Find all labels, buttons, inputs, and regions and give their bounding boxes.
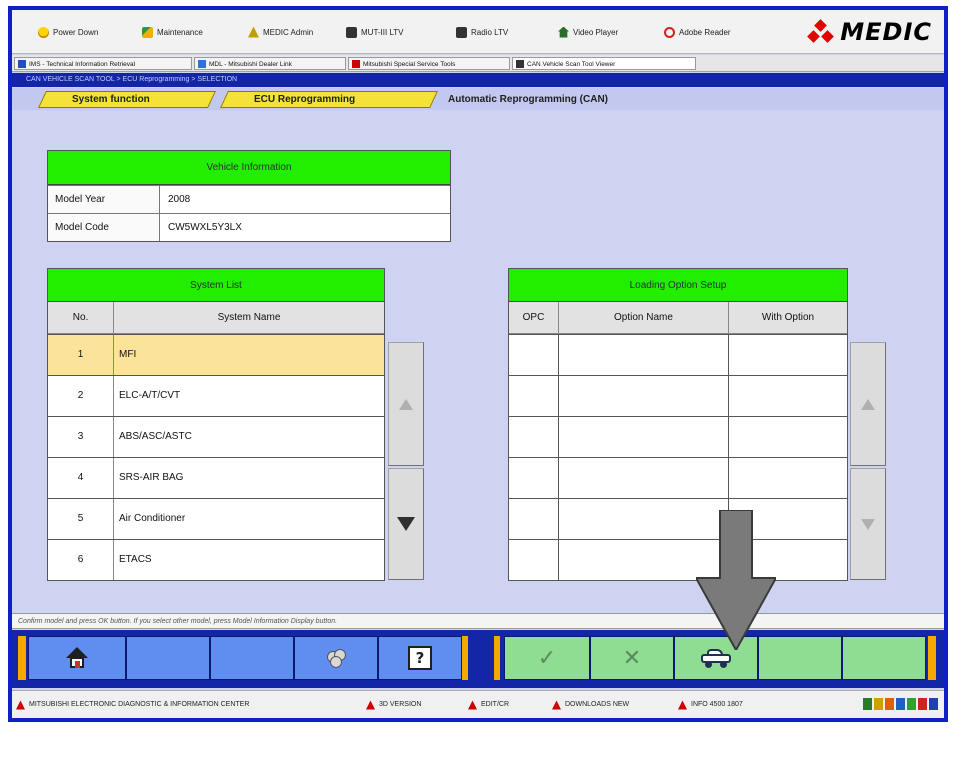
reference-button[interactable] xyxy=(294,636,378,680)
bulb-icon xyxy=(38,27,49,38)
row-no: 2 xyxy=(48,376,114,416)
model-code-row xyxy=(48,213,450,241)
tray-flag-icon[interactable] xyxy=(929,698,938,710)
video-player-button[interactable] xyxy=(558,24,618,40)
table-row[interactable] xyxy=(48,457,384,498)
home-button[interactable] xyxy=(28,636,126,680)
vehicle-info-panel xyxy=(47,150,451,242)
table-row[interactable] xyxy=(509,334,847,375)
col-with-option-header: With Option xyxy=(761,312,815,323)
table-row[interactable] xyxy=(509,416,847,457)
option-scroll-up-button[interactable] xyxy=(850,342,886,466)
blank-button-4[interactable] xyxy=(842,636,926,680)
mut-icon xyxy=(456,27,467,38)
row-no: 5 xyxy=(48,499,114,539)
mitsubishi-icon xyxy=(468,701,477,710)
row-system-name: ELC-A/T/CVT xyxy=(119,390,181,401)
tab-ims-label: IMS - Technical Information Retrieval xyxy=(29,61,136,68)
mitsubishi-icon xyxy=(678,701,687,710)
taskbar-item-3d-version[interactable] xyxy=(366,699,421,711)
taskbar-item-label: DOWNLOADS NEW xyxy=(565,701,630,708)
table-row[interactable] xyxy=(48,416,384,457)
crumb-current: Automatic Reprogramming (CAN) xyxy=(448,94,609,105)
video-player-label: Video Player xyxy=(573,27,619,37)
bottom-button-bar xyxy=(12,630,944,688)
path-bar: CAN VEHICLE SCAN TOOL > ECU Reprogramming > SELECTION xyxy=(12,73,944,87)
tab-mdl-label: MDL - Mitsubishi Dealer Link xyxy=(209,61,292,68)
mitsubishi-icon xyxy=(366,701,375,710)
logo-text: MEDIC xyxy=(840,18,932,46)
taskbar xyxy=(12,690,944,718)
tray-update-icon[interactable] xyxy=(885,698,894,710)
help-button[interactable] xyxy=(378,636,462,680)
ok-button[interactable] xyxy=(504,636,590,680)
adobe-reader-button[interactable] xyxy=(664,24,731,40)
col-option-name-header: Option Name xyxy=(559,302,729,333)
radio-ltv-label: Radio LTV xyxy=(471,27,509,37)
row-no: 3 xyxy=(48,417,114,457)
tray-network-icon[interactable] xyxy=(863,698,872,710)
system-list-scroll-down-button[interactable] xyxy=(388,468,424,580)
table-row[interactable] xyxy=(48,334,384,375)
vehicle-info-title: Vehicle Information xyxy=(48,151,450,185)
status-message: Confirm model and press OK button. If you select other model, press Model Information Display button. xyxy=(12,613,944,629)
book-icon xyxy=(325,647,347,669)
row-no: 4 xyxy=(48,458,114,498)
mitsubishi-logo-icon xyxy=(808,21,834,43)
model-code-value: CW5WXL5Y3LX xyxy=(168,222,242,233)
model-year-row xyxy=(48,185,450,213)
mitsubishi-icon xyxy=(16,701,25,710)
mdl-icon xyxy=(198,60,206,68)
blank-button-1[interactable] xyxy=(126,636,210,680)
col-opc-header: OPC xyxy=(509,302,559,333)
taskbar-item-label: EDIT/CR xyxy=(481,701,509,708)
table-row[interactable] xyxy=(509,498,847,539)
bar-divider-left xyxy=(462,636,468,680)
power-down-label: Power Down xyxy=(53,27,99,37)
arrow-down-icon xyxy=(397,517,415,531)
model-year-label: Model Year xyxy=(48,186,160,213)
system-tray xyxy=(863,698,938,710)
adobe-reader-label: Adobe Reader xyxy=(679,27,731,37)
row-system-name: Air Conditioner xyxy=(119,513,186,524)
medic-icon xyxy=(248,27,259,38)
tab-special-tools-label: Mitsubishi Special Service Tools xyxy=(363,61,456,68)
row-no: 1 xyxy=(48,335,114,375)
loading-option-header xyxy=(509,302,847,334)
bar-edge-left xyxy=(18,636,26,680)
taskbar-item-info[interactable] xyxy=(678,699,743,711)
mitsubishi-icon xyxy=(352,60,360,68)
model-code-label: Model Code xyxy=(48,214,160,241)
crumb-ecu-reprogramming[interactable]: ECU Reprogramming xyxy=(254,94,356,105)
tab-can-scan-tool-label: CAN Vehicle Scan Tool Viewer xyxy=(527,61,616,68)
tray-status-icon[interactable] xyxy=(907,698,916,710)
row-system-name: ETACS xyxy=(119,554,152,565)
col-system-name-header: System Name xyxy=(217,312,281,323)
bar-edge-right xyxy=(928,636,936,680)
help-icon: ? xyxy=(408,646,432,670)
power-icon xyxy=(664,27,675,38)
car-icon xyxy=(701,649,731,667)
home-icon xyxy=(558,27,569,38)
mut-ltv-label: MUT-III LTV xyxy=(361,27,404,37)
taskbar-item-label: MITSUBISHI ELECTRONIC DIAGNOSTIC & INFORMATION CENTER xyxy=(29,701,250,708)
blank-button-2[interactable] xyxy=(210,636,294,680)
table-row[interactable] xyxy=(509,375,847,416)
table-row[interactable] xyxy=(48,375,384,416)
table-row[interactable] xyxy=(509,457,847,498)
cross-icon: ✕ xyxy=(622,645,642,671)
table-row[interactable] xyxy=(48,498,384,539)
row-system-name: MFI xyxy=(119,349,137,360)
breadcrumb xyxy=(12,88,944,110)
mitsubishi-icon xyxy=(552,701,561,710)
check-icon: ✓ xyxy=(537,645,557,671)
radio-ltv-button[interactable] xyxy=(456,24,508,40)
loading-option-title: Loading Option Setup xyxy=(509,269,847,302)
model-year-value: 2008 xyxy=(168,194,191,205)
tab-special-tools[interactable] xyxy=(348,57,510,70)
tab-mdl[interactable] xyxy=(194,57,346,70)
system-list-header xyxy=(48,302,384,334)
maintenance-button[interactable] xyxy=(142,24,203,40)
home-icon xyxy=(66,647,88,669)
table-row[interactable] xyxy=(509,539,847,580)
arrow-up-icon xyxy=(399,399,413,410)
window-tab-bar xyxy=(12,55,944,72)
wrench-icon xyxy=(142,27,153,38)
system-list-table xyxy=(47,268,385,581)
taskbar-item-label: 3D VERSION xyxy=(379,701,422,708)
taskbar-item-edit[interactable] xyxy=(468,699,509,711)
medic-admin-button[interactable] xyxy=(248,24,313,40)
mut-icon xyxy=(346,27,357,38)
cancel-button[interactable] xyxy=(590,636,674,680)
top-toolbar xyxy=(12,10,944,54)
row-system-name: SRS-AIR BAG xyxy=(119,472,184,483)
taskbar-item-medic[interactable] xyxy=(16,699,249,711)
tray-alert-icon[interactable] xyxy=(918,698,927,710)
tab-ims[interactable] xyxy=(14,57,192,70)
app-window xyxy=(8,6,948,722)
crumb-system-function[interactable]: System function xyxy=(72,94,150,105)
arrow-down-icon xyxy=(861,519,875,530)
loading-option-table xyxy=(508,268,848,581)
medic-admin-label: MEDIC Admin xyxy=(263,27,314,37)
row-system-name: ABS/ASC/ASTC xyxy=(119,431,192,442)
option-scroll-down-button[interactable] xyxy=(850,468,886,580)
pointer-arrow-icon xyxy=(696,510,776,650)
tray-monitor-icon[interactable] xyxy=(896,698,905,710)
row-no: 6 xyxy=(48,540,114,580)
power-down-button[interactable] xyxy=(38,24,98,40)
bar-divider-right xyxy=(494,636,500,680)
table-row[interactable] xyxy=(48,539,384,580)
scan-tool-icon xyxy=(516,60,524,68)
system-list-title: System List xyxy=(48,269,384,302)
system-list-scroll-up-button[interactable] xyxy=(388,342,424,466)
arrow-up-icon xyxy=(861,399,875,410)
taskbar-item-downloads[interactable] xyxy=(552,699,629,711)
taskbar-item-label: INFO 4500 1807 xyxy=(691,701,743,708)
mut-ltv-button[interactable] xyxy=(346,24,404,40)
tab-can-scan-tool[interactable] xyxy=(512,57,696,70)
tray-shield-icon[interactable] xyxy=(874,698,883,710)
medic-logo xyxy=(808,18,932,46)
ims-icon xyxy=(18,60,26,68)
col-no-header: No. xyxy=(48,302,114,333)
maintenance-label: Maintenance xyxy=(157,27,203,37)
